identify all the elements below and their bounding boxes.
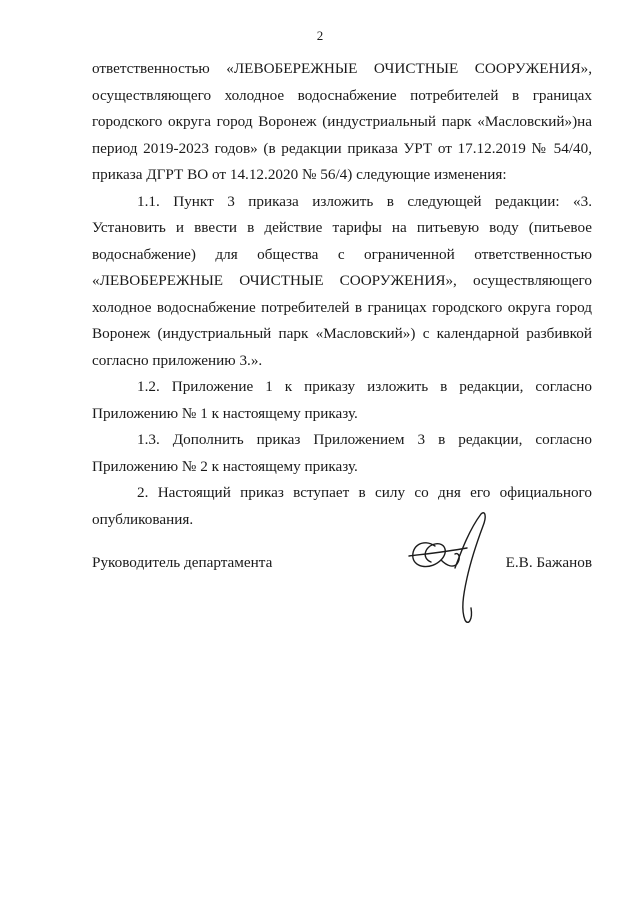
handwritten-signature	[405, 508, 495, 626]
signatory-name: Е.В. Бажанов	[505, 554, 592, 571]
paragraph-item-1-3: 1.3. Дополнить приказ Приложением 3 в редакции, согласно Приложению № 2 к настоящему приказу.	[92, 431, 592, 475]
paragraph-item-1-2: 1.2. Приложение 1 к приказу изложить в редакции, согласно Приложению № 1 к настоящему приказу.	[92, 378, 592, 422]
signatory-position: Руководитель департамента	[92, 554, 273, 571]
paragraph-item-2: 2. Настоящий приказ вступает в силу со дня его официального опубликования.	[92, 484, 592, 528]
paragraph-item-1-1: 1.1. Пункт 3 приказа изложить в следующей редакции: «3. Установить и ввести в действие тарифы на питьевую воду (питьевое водоснабжение) для общества с ограниченной ответственностью «ЛЕВОБЕРЕЖНЫЕ ОЧИСТНЫЕ СООРУЖЕНИЯ», осуществляющего холодное водоснабжение потребителей в границах городского округа город Воронеж (индустриальный парк «Масловский») с календарной разбивкой согласно приложению 3.».	[92, 192, 592, 369]
page-number: 2	[316, 28, 324, 43]
paragraph-continuation: ответственностью «ЛЕВОБЕРЕЖНЫЕ ОЧИСТНЫЕ СООРУЖЕНИЯ», осуществляющего холодное водоснабжение потребителей в границах городского округа город Воронеж (индустриальный парк «Масловский»)на период 2019-2023 годов» (в редакции приказа УРТ от 17.12.2019 № 54/40, приказа ДГРТ ВО от 14.12.2020 № 56/4) следующие изменения:	[92, 60, 592, 183]
signature-stroke-tall	[455, 513, 485, 623]
document-body	[92, 56, 592, 533]
